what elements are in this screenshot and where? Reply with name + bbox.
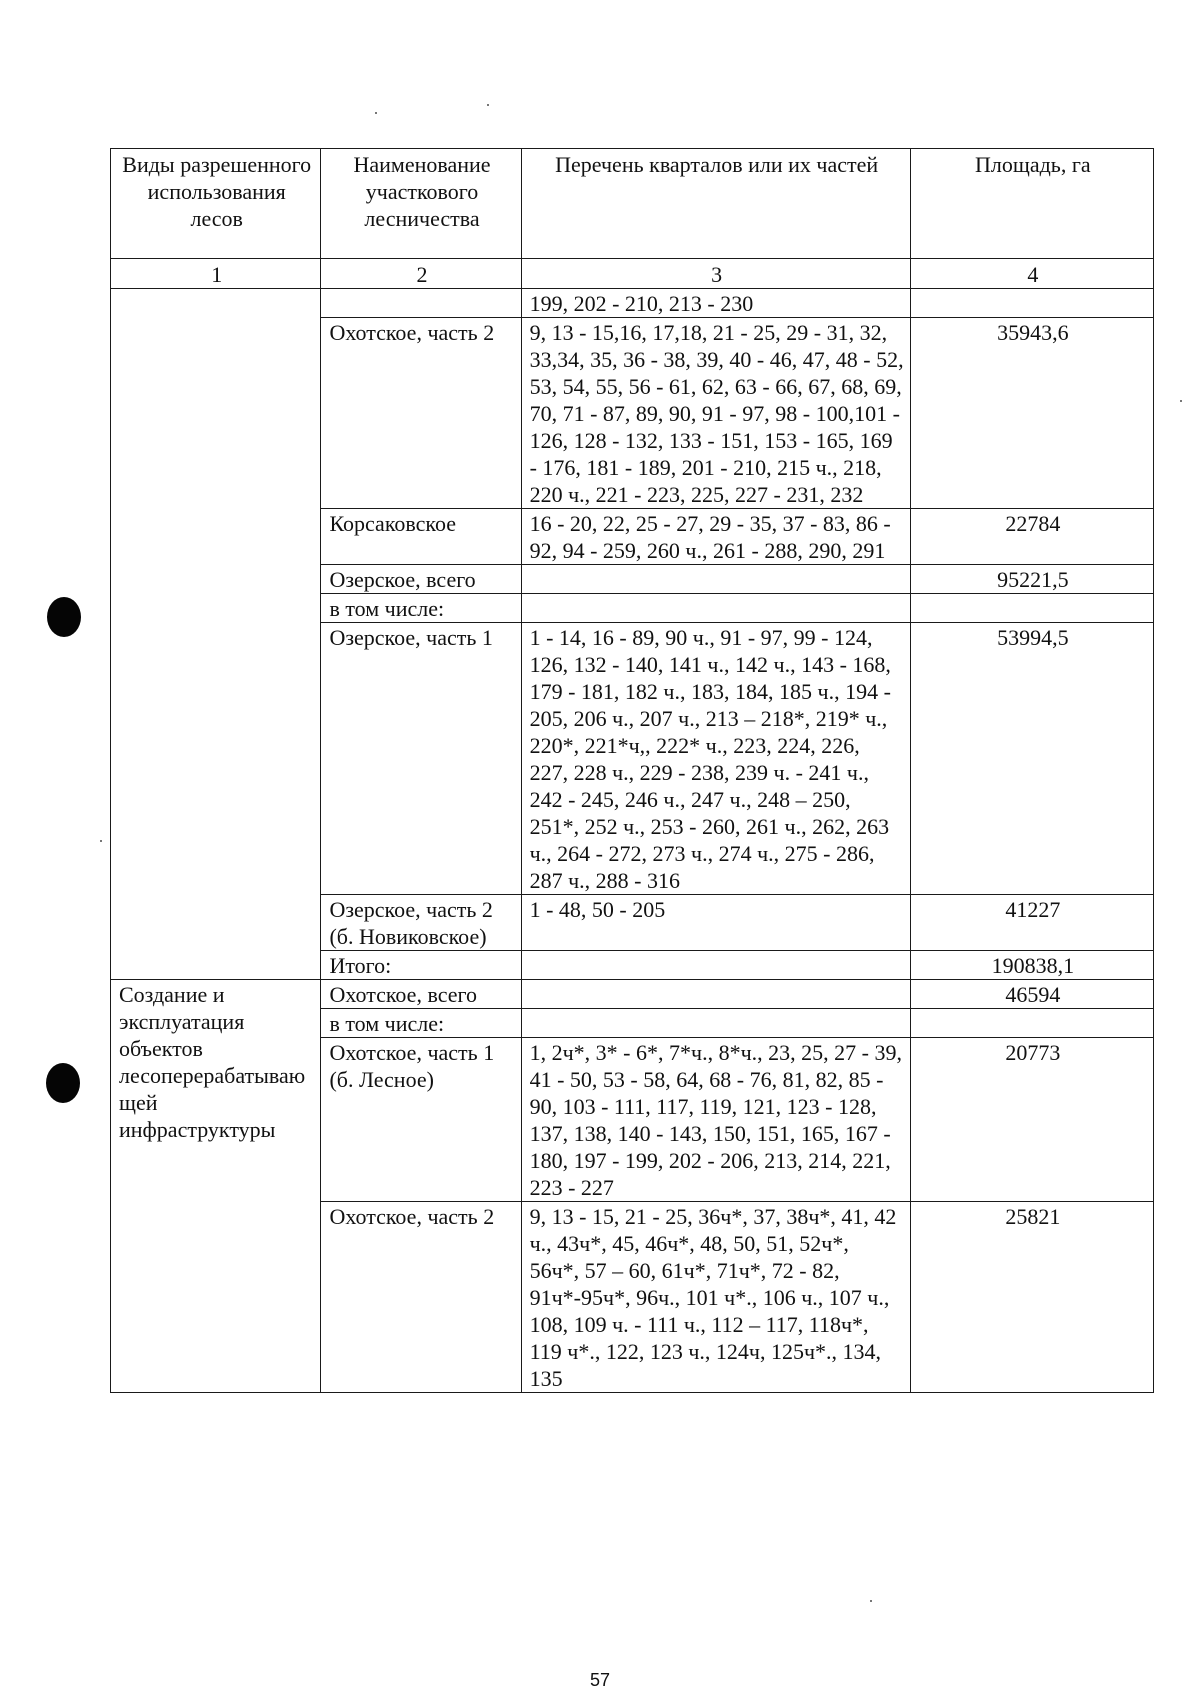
forestry-cell: Озерское, часть 2 (б. Новиковское) xyxy=(321,895,521,951)
area-cell: 35943,6 xyxy=(910,318,1153,509)
forest-use-table xyxy=(110,148,1154,1393)
forestry-cell: Охотское, часть 2 xyxy=(321,318,521,509)
forestry-cell: Итого: xyxy=(321,951,521,980)
quarters-cell xyxy=(521,1009,910,1038)
header-row xyxy=(111,149,1154,259)
numbering-row xyxy=(111,259,1154,289)
header-quarters: Перечень кварталов или их частей xyxy=(521,149,910,259)
forestry-cell: в том числе: xyxy=(321,1009,521,1038)
forestry-cell: в том числе: xyxy=(321,594,521,623)
scan-speck xyxy=(375,112,377,114)
area-cell: 22784 xyxy=(910,509,1153,565)
forestry-cell: Озерское, всего xyxy=(321,565,521,594)
quarters-cell xyxy=(521,594,910,623)
area-cell: 41227 xyxy=(910,895,1153,951)
punch-hole xyxy=(47,597,81,637)
use-type-cell: Создание и эксплуатация объектов лесоперерабатывающей инфраструктуры xyxy=(111,980,321,1393)
quarters-cell: 1 - 48, 50 - 205 xyxy=(521,895,910,951)
punch-hole xyxy=(46,1063,80,1103)
area-cell xyxy=(910,289,1153,318)
scan-speck xyxy=(870,1600,872,1602)
forestry-cell: Охотское, часть 2 xyxy=(321,1202,521,1393)
header-area: Площадь, га xyxy=(910,149,1153,259)
area-cell: 190838,1 xyxy=(910,951,1153,980)
area-cell: 95221,5 xyxy=(910,565,1153,594)
area-cell: 25821 xyxy=(910,1202,1153,1393)
header-forestry: Наименование участкового лесничества xyxy=(321,149,521,259)
column-number: 3 xyxy=(521,259,910,289)
column-number: 4 xyxy=(910,259,1153,289)
scan-speck xyxy=(487,104,489,106)
column-number: 2 xyxy=(321,259,521,289)
area-cell xyxy=(910,1009,1153,1038)
header-use-type: Виды разрешенного использования лесов xyxy=(111,149,321,259)
page-number: 57 xyxy=(589,1670,611,1690)
forestry-cell: Охотское, часть 1 (б. Лесное) xyxy=(321,1038,521,1202)
use-type-cell-continued xyxy=(111,289,321,980)
quarters-cell: 1, 2ч*, 3* - 6*, 7*ч., 8*ч., 23, 25, 27 - 39, 41 - 50, 53 - 58, 64, 68 - 76, 81, 82, 85 - 90, 103 - 111, 117, 119, 121, 123 - 128, 137, 138, 140 - 143, 150, 151, 165, 167 - 180, 197 - 199, 202 - 206, 213, 214, 221, 223 - 227 xyxy=(521,1038,910,1202)
quarters-cell: 1 - 14, 16 - 89, 90 ч., 91 - 97, 99 - 124, 126, 132 - 140, 141 ч., 142 ч., 143 - 168, 179 - 181, 182 ч., 183, 184, 185 ч., 194 - 205, 206 ч., 207 ч., 213 – 218*, 219* ч., 220*, 221*ч,, 222* ч., 223, 224, 226, 227, 228 ч., 229 - 238, 239 ч. - 241 ч., 242 - 245, 246 ч., 247 ч., 248 – 250, 251*, 252 ч., 253 - 260, 261 ч., 262, 263 ч., 264 - 272, 273 ч., 274 ч., 275 - 286, 287 ч., 288 - 316 xyxy=(521,623,910,895)
area-cell: 53994,5 xyxy=(910,623,1153,895)
area-cell xyxy=(910,594,1153,623)
scan-speck xyxy=(1180,400,1182,402)
quarters-cell: 199, 202 - 210, 213 - 230 xyxy=(521,289,910,318)
quarters-cell: 9, 13 - 15,16, 17,18, 21 - 25, 29 - 31, 32, 33,34, 35, 36 - 38, 39, 40 - 46, 47, 48 - 52, 53, 54, 55, 56 - 61, 62, 63 - 66, 67, 68, 69, 70, 71 - 87, 89, 90, 91 - 97, 98 - 100,101 - 126, 128 - 132, 133 - 151, 153 - 165, 169 - 176, 181 - 189, 201 - 210, 215 ч., 218, 220 ч., 221 - 223, 225, 227 - 231, 232 xyxy=(521,318,910,509)
quarters-cell xyxy=(521,951,910,980)
area-cell: 20773 xyxy=(910,1038,1153,1202)
forestry-cell: Корсаковское xyxy=(321,509,521,565)
quarters-cell: 16 - 20, 22, 25 - 27, 29 - 35, 37 - 83, 86 - 92, 94 - 259, 260 ч., 261 - 288, 290, 291 xyxy=(521,509,910,565)
table-row xyxy=(111,980,1154,1009)
forestry-cell xyxy=(321,289,521,318)
quarters-cell xyxy=(521,980,910,1009)
table-row xyxy=(111,289,1154,318)
forestry-cell: Озерское, часть 1 xyxy=(321,623,521,895)
forestry-cell: Охотское, всего xyxy=(321,980,521,1009)
column-number: 1 xyxy=(111,259,321,289)
quarters-cell xyxy=(521,565,910,594)
area-cell: 46594 xyxy=(910,980,1153,1009)
quarters-cell: 9, 13 - 15, 21 - 25, 36ч*, 37, 38ч*, 41, 42 ч., 43ч*, 45, 46ч*, 48, 50, 51, 52ч*, 56ч*, 57 – 60, 61ч*, 71ч*, 72 - 82, 91ч*-95ч*, 96ч., 101 ч*., 106 ч., 107 ч., 108, 109 ч. - 111 ч., 112 – 117, 118ч*, 119 ч*., 122, 123 ч., 124ч, 125ч*., 134, 135 xyxy=(521,1202,910,1393)
scan-speck xyxy=(100,840,102,842)
